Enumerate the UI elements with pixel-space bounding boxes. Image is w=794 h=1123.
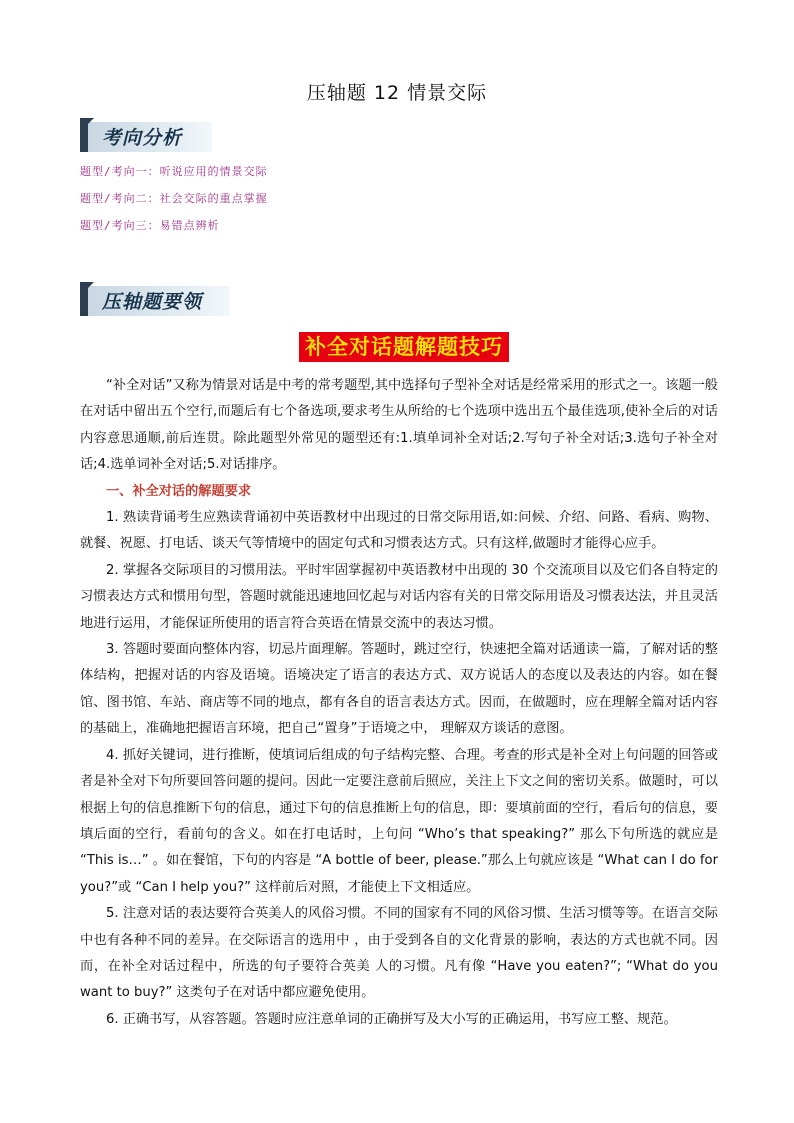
list-item: 3. 答题时要面向整体内容，切忌片面理解。答题时，跳过空行，快速把全篇对话通读一篇，了解对话的整体结构，把握对话的内容及语境。语境决定了语言的表达方式、双方说话人的态度以及表达的内容。如在餐馆、图书馆、车站、商店等不同的地点，都有各自的语言表达方式。因而，在做题时，应在理解全篇对话内容的基础上，准确地把握语言环境，把自己“置身”于语境之中， 理解双方谈话的意图。	[80, 642, 718, 737]
intro-paragraph: “补全对话”又称为情景对话是中考的常考题型,其中选择句子型补全对话是经常采用的形式之一。该题一般在对话中留出五个空行,而题后有七个备选项,要求考生从所给的七个选项中选出五个最佳选项,使补全后的对话内容意思通顺,前后连贯。除此题型外常见的题型还有:1.填单词补全对话;2.写句子补全对话;3.选句子补全对话;4.选单词补全对话;5.对话排序。	[80, 378, 718, 473]
type-line-prefix: 题型/考向二：	[80, 192, 160, 205]
type-line-text: 听说应用的情景交际	[159, 165, 268, 178]
section-banner-analysis	[80, 118, 212, 152]
banner-label: 压轴题要领	[102, 291, 203, 313]
banner-corner	[80, 282, 94, 296]
list-item: 4. 抓好关键词，进行推断，使填词后组成的句子结构完整、合理。考查的形式是补全对上句问题的回答或者是补全对下句所要回答问题的提问。因此一定要注意前后照应，关注上下文之间的密切关系。做题时，可以根据上句的信息推断下句的信息，通过下句的信息推断上句的信息，即：要填前面的空行，看后句的信息，要填后面的空行，看前句的含义。如在打电话时，上句问 “Who’s that speaking?” 那么下句所选的就应是 “This is…” 。如在餐馆，下句的内容是 “A bottle of beer, please.”那么上句就应该是 “What can I do for you?”或 “Can I help you?” 这样前后对照，才能使上下文相适应。	[80, 747, 718, 895]
type-line-prefix: 题型/考向三：	[80, 219, 160, 232]
type-line-2	[80, 190, 268, 206]
type-line-text: 易错点辨析	[159, 219, 220, 232]
list-item: 5. 注意对话的表达要符合英美人的风俗习惯。不同的国家有不同的风俗习惯、生活习惯等等。在语言交际中也有各种不同的差异。在交际语言的选用中 ，由于受到各自的文化背景的影响，表达的方式也就不同。因而，在补全对话过程中，所选的句子要符合英美 人的习惯。凡有像 “Have you eaten?”; “What do you want to buy?” 这类句子在对话中都应避免使用。	[80, 906, 718, 1001]
article-body	[80, 373, 718, 1033]
type-line-prefix: 题型/考向一：	[80, 165, 160, 178]
banner-corner	[80, 118, 94, 132]
type-line-1	[80, 163, 268, 179]
list-item: 1. 熟读背诵考生应熟读背诵初中英语教材中出现过的日常交际用语,如:问候、介绍、问路、看病、购物、就餐、祝愿、打电话、谈天气等情境中的固定句式和习惯表达方式。只有这样,做题时才能得心应手。	[80, 510, 718, 552]
section-banner-key-points	[80, 282, 230, 316]
list-item: 6. 正确书写，从容答题。答题时应注意单词的正确拼写及大小写的正确运用，书写应工整、规范。	[106, 1011, 677, 1027]
page-title: 压轴题 12 情景交际	[306, 82, 488, 104]
list-item: 2. 掌握各交际项目的习惯用法。平时牢固掌握初中英语教材中出现的 30 个交流项目以及它们各自特定的习惯表达方式和惯用句型，答题时就能迅速地回忆起与对话内容有关的日常交际用语及习惯表达法，并且灵活地进行运用，才能保证所使用的语言符合英语在情景交流中的表达习惯。	[80, 562, 718, 631]
type-line-3	[80, 217, 220, 233]
section-heading: 一、补全对话的解题要求	[106, 483, 252, 499]
banner-label: 考向分析	[102, 127, 183, 149]
section-title: 补全对话题解题技巧	[299, 332, 509, 362]
type-line-text: 社会交际的重点掌握	[159, 192, 268, 205]
